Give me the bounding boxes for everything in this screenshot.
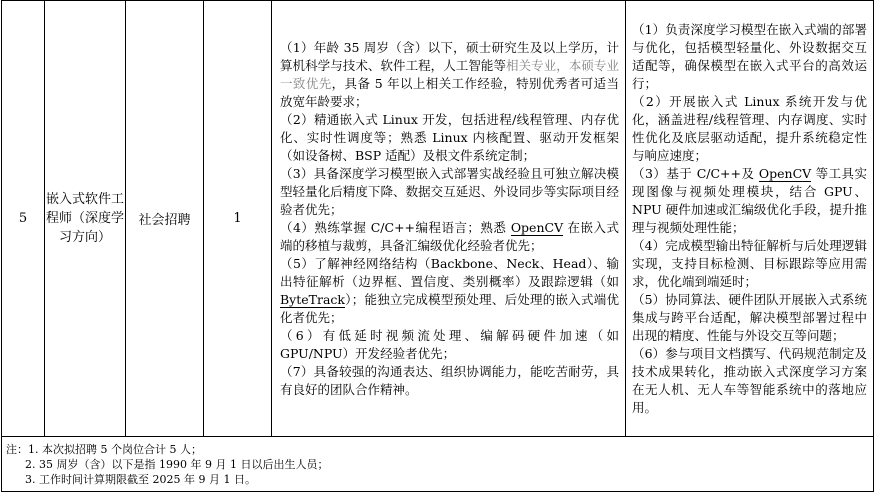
- requirement-5: [280, 255, 619, 327]
- requirement-7: （7）具备较强的沟通表达、组织协调能力，能吃苦耐劳，具有良好的团队合作精神。: [280, 363, 619, 397]
- requirement-3: （3）具备深度学习模型嵌入式部署实战经验且可独立解决模型轻量化后精度下降、数据交互延迟、外设同步等实际项目经验者优先；: [280, 165, 619, 217]
- requirements-cell: [272, 1, 626, 437]
- duty3-text: （3）基于 C/C++及: [632, 165, 759, 181]
- duty3-opencv: OpenCV: [758, 165, 812, 181]
- duties-cell: [626, 1, 874, 437]
- requirement-2: （2）精通嵌入式 Linux 开发，包括进程/线程管理、内存优化、实时性调度等；熟悉 Linux 内核配置、驱动开发框架（如设备树、BSP 适配）及根文件系统定制；: [280, 111, 619, 163]
- table-row: [2, 1, 874, 437]
- note-3: 3. 工作时间计算期限截至 2025 年 9 月 1 日。: [25, 472, 256, 486]
- req5-tail: ）；能独立完成模型预处理、后处理的嵌入式端优化者优先；: [280, 291, 619, 325]
- duty-3: [632, 165, 867, 237]
- notes-cell: [2, 437, 874, 492]
- req1-tail: ，具备 5 年以上相关工作经验，特别优秀者可适当放宽年龄要求；: [280, 75, 619, 109]
- req1-text: （1）年龄 35 周岁（含）以下，硕士研究生及以上学历，计算机科学与技术、软件工程，人工智能等: [280, 39, 619, 73]
- job-table: [1, 0, 874, 492]
- req5-bytetrack: ByteTrack: [280, 291, 346, 307]
- req1-gray-text: 相关专业，本硕专业一致优先: [280, 57, 619, 91]
- req5-text: （5）了解神经网络结构（Backbone、Neck、Head）、输出特征解析（边界框、置信度、类别概率）及跟踪逻辑（如: [280, 255, 619, 289]
- row-number: 5: [2, 1, 45, 437]
- duty-6: （6）参与项目文档撰写、代码规范制定及技术成果转化，推动嵌入式深度学习方案在无人机、无人车等智能系统中的落地应用。: [632, 345, 867, 415]
- notes-row: [2, 437, 874, 492]
- duty-5: （5）协同算法、硬件团队开展嵌入式系统集成与跨平台适配，解决模型部署过程中出现的精度、性能与外设交互等问题；: [632, 291, 867, 343]
- note-2: 2. 35 周岁（含）以下是指 1990 年 9 月 1 日以后出生人员；: [25, 457, 329, 471]
- req4-tail: 在嵌入式端的移植与裁剪，具备汇编级优化经验者优先；: [280, 219, 619, 253]
- req4-opencv: OpenCV: [510, 219, 564, 235]
- duty3-tail: 等工具实现图像与视频处理模块，结合 GPU、NPU 硬件加速或汇编级优化手段，提升推理与视频处理性能；: [632, 165, 868, 235]
- duty-4: （4）完成模型输出特征解析与后处理逻辑实现，支持目标检测、目标跟踪等应用需求，优化端到端延时；: [632, 237, 867, 289]
- requirement-6: （6）有低延时视频流处理、编解码硬件加速（如 GPU/NPU）开发经验者优先；: [280, 327, 619, 361]
- requirement-1: [280, 39, 619, 111]
- requirement-4: [280, 219, 619, 255]
- duty-2: （2）开展嵌入式 Linux 系统开发与优化，涵盖进程/线程管理、内存调度、实时性优化及底层驱动适配，提升系统稳定性与响应速度；: [632, 93, 867, 163]
- headcount: 1: [204, 1, 272, 437]
- req4-text: （4）熟练掌握 C/C++编程语言；熟悉: [280, 219, 511, 235]
- recruit-mode: 社会招聘: [126, 1, 204, 437]
- position-title: 嵌入式软件工程师（深度学习方向）: [45, 1, 126, 437]
- duty-1: （1）负责深度学习模型在嵌入式端的部署与优化，包括模型轻量化、外设数据交互适配等，确保模型在嵌入式平台的高效运行；: [632, 21, 867, 91]
- note-1: 注：1. 本次拟招聘 5 个岗位合计 5 人；: [6, 442, 202, 456]
